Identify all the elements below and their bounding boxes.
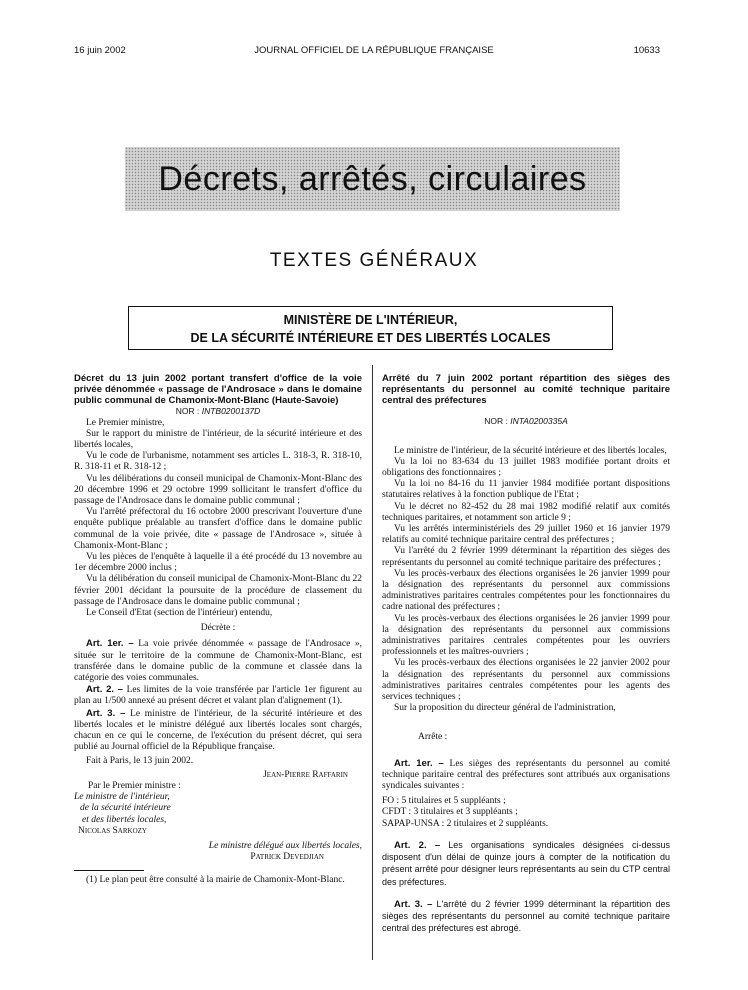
arrete-para: Vu les arrêtés interministériels des 29 juillet 1960 et 16 janvier 1979 relatifs au comité technique paritaire central des préfectures ;: [382, 524, 670, 546]
arrete-title: Arrêté du 7 juin 2002 portant répartition des sièges des représentants du personnel au comité technique paritaire central des préfectures: [382, 373, 670, 406]
nor-code: INTA0200335A: [510, 416, 568, 427]
minister-title: et des libertés locales,: [82, 814, 167, 825]
decree-column: [74, 374, 362, 887]
article-text: Les limites de la voie transférée par l'article 1er figurent au plan au 1/500 annexé au présent décret et valant plan d'alignement (1).: [74, 685, 362, 707]
decree-para: Le Conseil d'Etat (section de l'intérieur) entendu,: [86, 608, 273, 619]
decree-para: Vu la délibération du conseil municipal de Chamonix-Mont-Blanc du 22 février 2001 décidant la poursuite de la procédure de classement du passage de l'Androsace dans le domaine public communal ;: [74, 574, 362, 607]
decree-para: Vu le code de l'urbanisme, notamment ses articles L. 318-3, R. 318-10, R. 318-11 et R. 318-12 ;: [74, 451, 362, 473]
union-item: SAPAP-UNSA : 2 titulaires et 2 suppléants.: [382, 818, 549, 829]
banner-title: Décrets, arrêtés, circulaires: [158, 159, 587, 198]
section-banner: [125, 147, 620, 211]
decree-article: [74, 708, 362, 754]
header-journal-title: JOURNAL OFFICIEL DE LA RÉPUBLIQUE FRANÇAISE: [254, 45, 494, 56]
ministry-line-1: MINISTÈRE DE L'INTÉRIEUR,: [283, 313, 458, 327]
union-item: CFDT : 3 titulaires et 3 suppléants ;: [382, 807, 518, 818]
arrete-para: Sur la proposition du directeur général de l'administration,: [394, 703, 616, 714]
decree-para: Vu les délibérations du conseil municipal de Chamonix-Mont-Blanc des 20 décembre 1996 et 29 octobre 1999 sollicitant le transfert d'office du passage de l'Androsace dans le domaine public communal ;: [74, 473, 362, 507]
ministry-box: [128, 306, 613, 350]
decree-para: Le Premier ministre,: [86, 417, 165, 428]
footnote: (1) Le plan peut être consulté à la mairie de Chamonix-Mont-Blanc.: [86, 875, 345, 886]
minister-title: de la sécurité intérieure: [80, 803, 171, 814]
delegate-name: Patrick Devedjian: [250, 852, 324, 863]
nor-code: INTB0200137D: [201, 406, 261, 417]
arrete-column: [382, 374, 670, 935]
decree-article: [74, 638, 362, 684]
arrete-para: Vu le décret no 82-452 du 28 mai 1982 modifié relatif aux comités techniques paritaires, et notamment son article 9 ;: [382, 501, 670, 523]
delegate-title: Le ministre délégué aux libertés locales,: [208, 840, 362, 851]
footnote-rule: [74, 870, 144, 871]
decree-para: Vu les pièces de l'enquête à laquelle il a été procédé du 13 novembre au 1er décembre 2000 inclus ;: [74, 552, 362, 574]
article-text: Les sièges des représentants du personnel au comité technique paritaire central des préfectures sont attribués aux organisations syndicales suivantes :: [382, 758, 671, 792]
arrete-para: Vu la loi no 84-16 du 11 janvier 1984 modifiée portant dispositions statutaires relatives à la fonction publique de l'Etat ;: [382, 479, 670, 501]
header-page-number: 10633: [633, 45, 660, 56]
article-text: Le ministre de l'intérieur, de la sécurité intérieure et des libertés locales et le ministre délégué aux libertés locales sont chargés, chacun en ce qui le concerne, de l'exécution du présent décret, qui sera publié au Journal officiel de la République française.: [74, 708, 363, 753]
article-label: Art. 2. –: [394, 839, 441, 851]
article-label: Art. 3. –: [86, 707, 126, 719]
nor-label: NOR :: [175, 406, 200, 417]
arrete-article-2: [382, 840, 670, 889]
decree-decrete: Décrète :: [200, 623, 236, 634]
arrete-para: Vu les procès-verbaux des élections organisées le 26 janvier 1999 pour la désignation des représentants du personnel aux commissions administratives paritaires centrales compétentes pour les ouvriers professionnels et les maîtres-ouvriers ;: [382, 613, 670, 658]
arrete-article-1: [382, 758, 670, 793]
arrete-para: Vu la loi no 83-634 du 13 juillet 1983 modifiée portant droits et obligations des fonctionnaires ;: [382, 456, 670, 478]
arrete-nor: [382, 416, 670, 427]
article-label: Art. 1er. –: [394, 757, 444, 769]
arrete-article-3: [382, 899, 670, 936]
ministry-line-2: DE LA SÉCURITÉ INTÉRIEURE ET DES LIBERTÉS LOCALES: [190, 331, 551, 345]
decree-article: [74, 684, 362, 707]
arrete-para: Vu les procès-verbaux des élections organisées le 22 janvier 2002 pour la désignation des représentants du personnel aux commissions administratives paritaires centrales compétentes pour les agents des services techniques ;: [382, 658, 670, 703]
header-date: 16 juin 2002: [74, 45, 126, 56]
decree-title: Décret du 13 juin 2002 portant transfert d'office de la voie privée dénommée « passage de l'Androsace » dans le domaine public communal de Chamonix-Mont-Blanc (Haute-Savoie): [74, 373, 362, 406]
decree-done: Fait à Paris, le 13 juin 2002.: [86, 756, 194, 767]
union-item: FO : 5 titulaires et 5 suppléants ;: [382, 796, 506, 807]
nor-label: NOR :: [484, 416, 508, 427]
article-label: Art. 3. –: [394, 898, 433, 910]
minister-title: Le ministre de l'intérieur,: [74, 792, 170, 803]
signer-pm: Jean-Pierre Raffarin: [263, 769, 348, 780]
article-text: L'arrêté du 2 février 1999 déterminant la répartition des sièges des représentants du personnel au comité technique paritaire central des préfectures est abrogé.: [382, 898, 670, 934]
arrete-para: Le ministre de l'intérieur, de la sécurité intérieure et des libertés locales,: [394, 445, 667, 456]
arrete-arrete: Arrête :: [418, 732, 448, 743]
decree-para: Vu l'arrêté préfectoral du 16 octobre 2000 prescrivant l'ouverture d'une enquête publique préalable au transfert d'office dans le domaine public communal de la voie privée, dite « passage de l'Androsace », située à Chamonix-Mont-Blanc ;: [74, 507, 362, 551]
arrete-para: Vu l'arrêté du 2 février 1999 déterminant la répartition des sièges des représentants du personnel au comité technique paritaire des préfectures ;: [382, 546, 670, 568]
column-divider: [372, 365, 373, 960]
by-pm: Par le Premier ministre :: [88, 780, 181, 791]
article-label: Art. 2. –: [86, 684, 124, 696]
arrete-para: Vu les procès-verbaux des élections organisées le 26 janvier 1999 pour la désignation des représentants du personnel aux commissions administratives paritaires centrales compétentes pour les fonctionnaires du cadre national des préfectures ;: [382, 568, 670, 613]
article-text: La voie privée dénommée « passage de l'Androsace », située sur le territoire de la commune de Chamonix-Mont-Blanc, est transférée dans le domaine public de la commune et classée dans la catégorie des voies communales.: [74, 639, 362, 684]
section-heading: TEXTES GÉNÉRAUX: [269, 250, 479, 271]
decree-para: Sur le rapport du ministre de l'intérieur, de la sécurité intérieure et des libertés locales,: [74, 428, 362, 450]
minister-name: Nicolas Sarkozy: [78, 825, 147, 836]
decree-nor: [74, 406, 362, 417]
article-label: Art. 1er. –: [86, 638, 134, 650]
article-text: Les organisations syndicales désignées ci-dessus disposent d'un délai de quinze jours à compter de la notification du présent arrêté pour désigner leurs représentants au sein du CTP central des préfectures.: [382, 839, 670, 887]
